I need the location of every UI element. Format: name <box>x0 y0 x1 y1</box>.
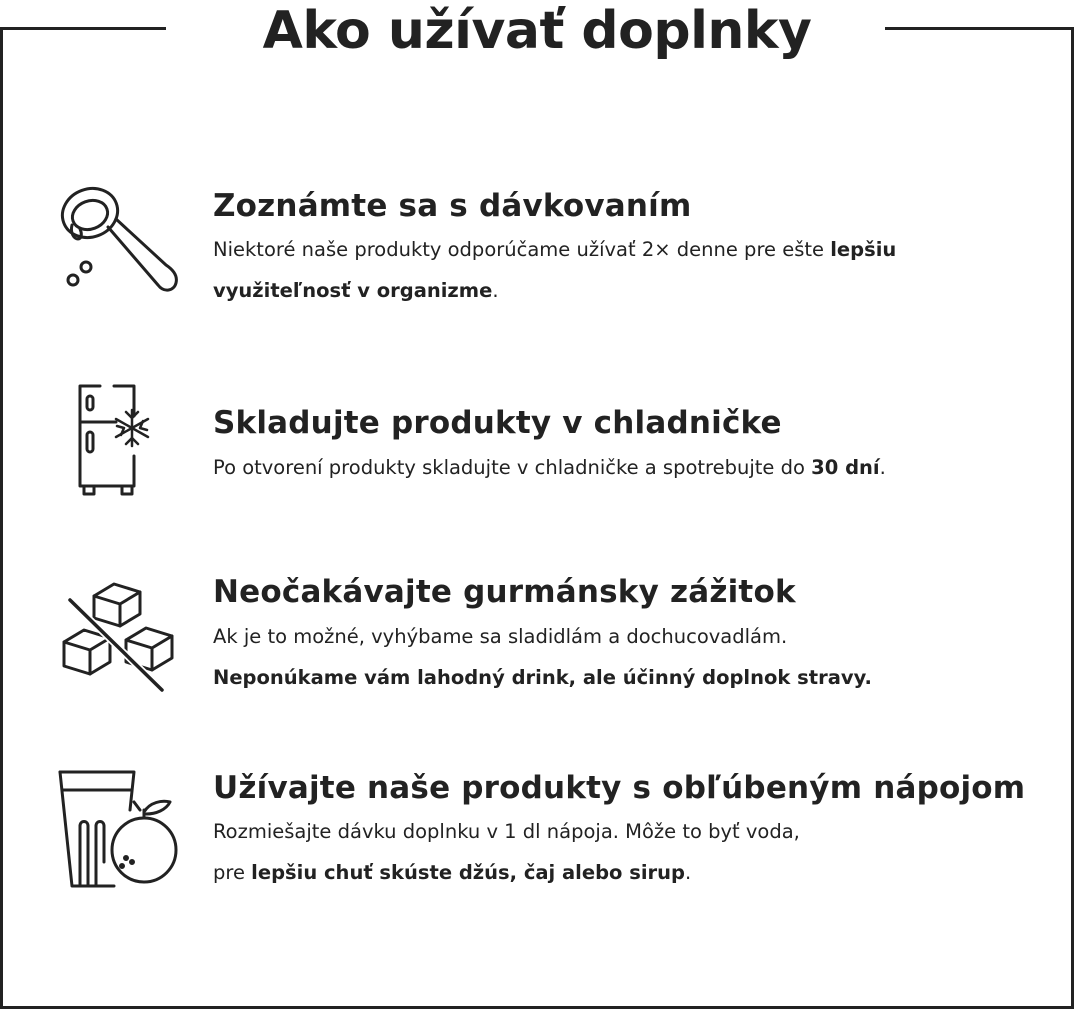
sugar-cubes-crossed-icon <box>50 570 190 710</box>
section-heading: Zoznámte sa s dávkovaním <box>213 188 692 224</box>
section-text-line: Rozmiešajte dávku doplnku v 1 dl nápoja. Môže to byť voda, <box>213 820 800 843</box>
section-text-line: Ak je to možné, vyhýbame sa sladidlám a dochucovadlám. <box>213 625 788 648</box>
section-text-line: Po otvorení produkty skladujte v chladničke a spotrebujte do 30 dní. <box>213 456 886 479</box>
frame-left <box>0 27 3 1009</box>
section-text-line: využiteľnosť v organizme. <box>213 279 499 302</box>
section-heading: Užívajte naše produkty s obľúbeným nápojom <box>213 770 1026 806</box>
section-text-line: Niektoré naše produkty odporúčame užívať 2× denne pre ešte lepšiu <box>213 238 897 261</box>
fridge-icon <box>50 376 190 516</box>
section-heading: Neočakávajte gurmánsky zážitok <box>213 574 796 610</box>
page-title: Ako užívať doplnky <box>262 1 812 61</box>
glass-orange-icon <box>50 762 190 902</box>
spoon-icon <box>50 175 190 315</box>
section-text-line: Neponúkame vám lahodný drink, ale účinný doplnok stravy. <box>213 666 872 689</box>
section-heading: Skladujte produkty v chladničke <box>213 405 782 441</box>
section-text-line: pre lepšiu chuť skúste džús, čaj alebo sirup. <box>213 861 692 884</box>
